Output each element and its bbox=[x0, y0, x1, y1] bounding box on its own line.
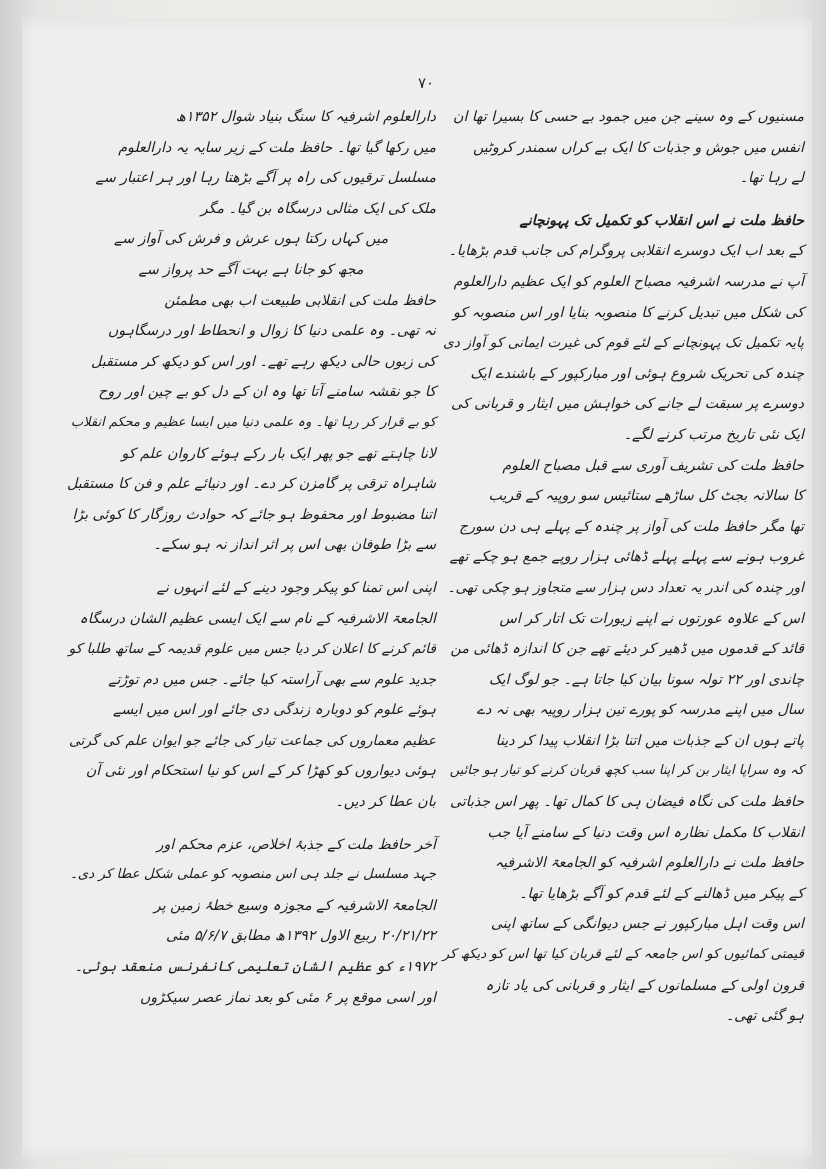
right-line: انفس میں جوش و جذبات کا ایک بے کراں سمندر کروٹیں bbox=[472, 139, 804, 156]
right-column bbox=[442, 102, 804, 1032]
left-line: عظیم معماروں کی جماعت تیار کی جائے جو ایوان علم کی گرتی bbox=[69, 732, 436, 749]
left-line: الجامعۃ الاشرفیہ کے مجوزہ وسیع خطۂ زمین پر bbox=[153, 897, 436, 914]
right-line: پایہ تکمیل تک پہونچانے کے لئے قوم کی غیرت ایمانی کو آواز دی bbox=[443, 335, 804, 352]
right-line: کہ وہ سراپا ایثار بن کر اپنا سب کچھ قربان کرنے کو تیار ہو جائیں bbox=[449, 763, 804, 779]
right-line: مسنیوں کے وہ سینے جن میں جمود بے حسی کا بسیرا تھا ان bbox=[453, 109, 804, 125]
right-line: لے رہا تھا۔ bbox=[739, 170, 804, 187]
left-line: اپنی اس تمنا کو پیکر وجود دینے کے لئے انہوں نے bbox=[156, 579, 436, 596]
right-line: کے پیکر میں ڈھالنے کے لئے قدم کو آگے بڑھایا تھا۔ bbox=[519, 885, 804, 902]
right-line: غروب ہونے سے پہلے پہلے ڈھائی ہزار روپے جمع ہو چکے تھے bbox=[449, 549, 804, 566]
left-line: بان عطا کر دیں۔ bbox=[335, 794, 436, 811]
right-line: کا سالانہ بجٹ کل ساڑھے ستائیس سو روپیہ کے قریب bbox=[488, 488, 804, 505]
right-line: ایک نئی تاریخ مرتب کرنے لگے۔ bbox=[623, 426, 804, 443]
page-number: ۷۰ bbox=[418, 74, 435, 92]
right-line: ہو گئی تھی۔ bbox=[725, 1008, 804, 1025]
left-line: کو بے قرار کر رہا تھا۔ وہ علمی دنیا میں ایسا عظیم و محکم انقلاب bbox=[70, 414, 436, 430]
left-line: جہد مسلسل نے جلد ہی اس منصوبہ کو عملی شکل عطا کر دی۔ bbox=[69, 867, 436, 883]
left-line: نہ تھی۔ وہ علمی دنیا کا زوال و انحطاط اور درسگاہوں bbox=[107, 323, 436, 340]
left-line: سے بڑا طوفان بھی اس پر اثر انداز نہ ہو سکے۔ bbox=[153, 537, 436, 554]
left-line: جدید علوم سے بھی آراستہ کیا جائے۔ جس میں دم توڑتے bbox=[108, 671, 436, 688]
verse-line: مجھ کو جانا ہے بہت آگے حد پرواز سے bbox=[138, 261, 364, 278]
left-line: کی زبوں حالی دیکھ رہے تھے۔ اور اس کو دیکھ کر مستقبل bbox=[90, 353, 436, 370]
left-line: حافظ ملت کی انقلابی طبیعت اب بھی مطمئن bbox=[164, 292, 436, 309]
right-line: حافظ ملت نے اس انقلاب کو تکمیل تک پہونچانے bbox=[519, 212, 804, 229]
left-line: شاہراہ ترقی پر گامزن کر دے۔ اور دنیائے علم و فن کا مستقبل bbox=[67, 476, 436, 493]
left-column bbox=[66, 102, 436, 1013]
left-line: ہوئے علوم کو دوبارہ زندگی دی جائے اور اس میں ایسے bbox=[112, 702, 436, 719]
right-line: پاتے ہوں ان کے جذبات میں اتنا بڑا انقلاب پیدا کر دینا bbox=[495, 732, 804, 749]
left-line: آخر حافظ ملت کے جذبۂ اخلاص، عزم محکم اور bbox=[156, 836, 436, 853]
paragraph-gap bbox=[66, 561, 436, 573]
right-line: اس کے علاوہ عورتوں نے اپنے زیورات تک اتار کر اس bbox=[499, 610, 804, 627]
left-line: ہوئی دیواروں کو کھڑا کر کے اس کو نیا استحکام اور نئی آن bbox=[85, 763, 436, 780]
left-line: میں رکھا گیا تھا۔ حافظ ملت کے زیر سایہ یہ دارالعلوم bbox=[118, 139, 436, 156]
left-line: اور اسی موقع پر ۶ مئی کو بعد نماز عصر سیکڑوں bbox=[139, 989, 436, 1006]
right-line: قرون اولی کے مسلمانوں کے ایثار و قربانی کی یاد تازہ bbox=[485, 977, 804, 994]
left-line: کا جو نقشہ سامنے آتا تھا وہ ان کے دل کو بے چین اور روح bbox=[98, 384, 436, 401]
right-line: اور چندہ کی اندر یہ تعداد دس ہزار سے متجاوز ہو چکی تھی۔ bbox=[447, 579, 804, 596]
right-line: حافظ ملت کی تشریف آوری سے قبل مصباح العلوم bbox=[502, 457, 804, 474]
right-line: حافظ ملت کی نگاہ فیضان ہی کا کمال تھا۔ پھر اس جذباتی bbox=[449, 794, 804, 811]
left-line: اتنا مضبوط اور محفوظ ہو جائے کہ حوادث روزگار کا کوئی بڑا bbox=[72, 506, 436, 523]
paragraph-gap bbox=[442, 194, 804, 206]
right-line: اس وقت اہل مبارکپور نے جس دیوانگی کے ساتھ اپنی bbox=[490, 916, 804, 933]
left-line: ملک کی ایک مثالی درسگاہ بن گیا۔ مگر bbox=[200, 200, 436, 217]
right-line: قائد کے قدموں میں ڈھیر کر دیئے تھے جن کا اندازہ ڈھائی من bbox=[450, 641, 804, 658]
left-line: قائم کرنے کا اعلان کر دیا جس میں علوم قدیمہ کے ساتھ طلبا کو bbox=[68, 641, 436, 658]
right-line: سال میں اپنے مدرسہ کو پورے تین ہزار روپیہ بھی نہ دے bbox=[476, 702, 804, 719]
left-line: دارالعلوم اشرفیہ کا سنگ بنیاد شوال ۱۳۵۲ھ bbox=[175, 109, 436, 125]
left-line: مسلسل ترقیوں کی راہ پر آگے بڑھتا رہا اور ہر اعتبار سے bbox=[95, 170, 436, 187]
right-line: انقلاب کا مکمل نظارہ اس وقت دنیا کے سامنے آیا جب bbox=[487, 824, 804, 841]
verse-line: میں کہاں رکتا ہوں عرش و فرش کی آواز سے bbox=[113, 231, 389, 248]
right-line: قیمتی کمائیوں کو اس جامعہ کے لئے قربان کیا تھا اس کو دیکھ کر bbox=[442, 947, 804, 963]
left-line: ۱۹۷۲ء کو عظیم الشان تعلیمی کانفرنس منعقد ہوئی۔ bbox=[74, 959, 436, 976]
right-line: حافظ ملت نے دارالعلوم اشرفیہ کو الجامعۃ الاشرفیہ bbox=[494, 855, 804, 872]
right-line: کی شکل میں تبدیل کرنے کا منصوبہ بنایا اور اس منصوبہ کو bbox=[453, 304, 804, 321]
right-line: کے بعد اب ایک دوسرے انقلابی پروگرام کی جانب قدم بڑھایا۔ bbox=[448, 243, 804, 260]
left-line: لانا چاہتے تھے جو پھر ایک بار رکے ہوئے کاروان علم کو bbox=[121, 445, 436, 462]
left-line: الجامعۃ الاشرفیہ کے نام سے ایک ایسی عظیم الشان درسگاہ bbox=[79, 610, 436, 627]
book-page bbox=[22, 18, 812, 1158]
right-line: دوسرے پر سبقت لے جانے کی خواہش میں ایثار و قربانی کی bbox=[451, 396, 804, 413]
right-line: چاندی اور ۲۲ تولہ سونا بیان کیا جاتا ہے۔ جو لوگ ایک bbox=[488, 671, 804, 688]
right-line: چندہ کی تحریک شروع ہوئی اور مبارکپور کے باشندے ایک bbox=[470, 365, 804, 382]
right-line: آپ نے مدرسہ اشرفیہ مصباح العلوم کو ایک عظیم دارالعلوم bbox=[453, 273, 804, 290]
left-line: ۲۰/۲۱/۲۲ ربیع الاول ۱۳۹۲ھ مطابق ۵/۶/۷ مئی bbox=[165, 928, 436, 945]
paragraph-gap bbox=[66, 818, 436, 830]
right-line: تھا مگر حافظ ملت کی آواز پر چندہ کے پہلے ہی دن سورج bbox=[459, 518, 804, 535]
